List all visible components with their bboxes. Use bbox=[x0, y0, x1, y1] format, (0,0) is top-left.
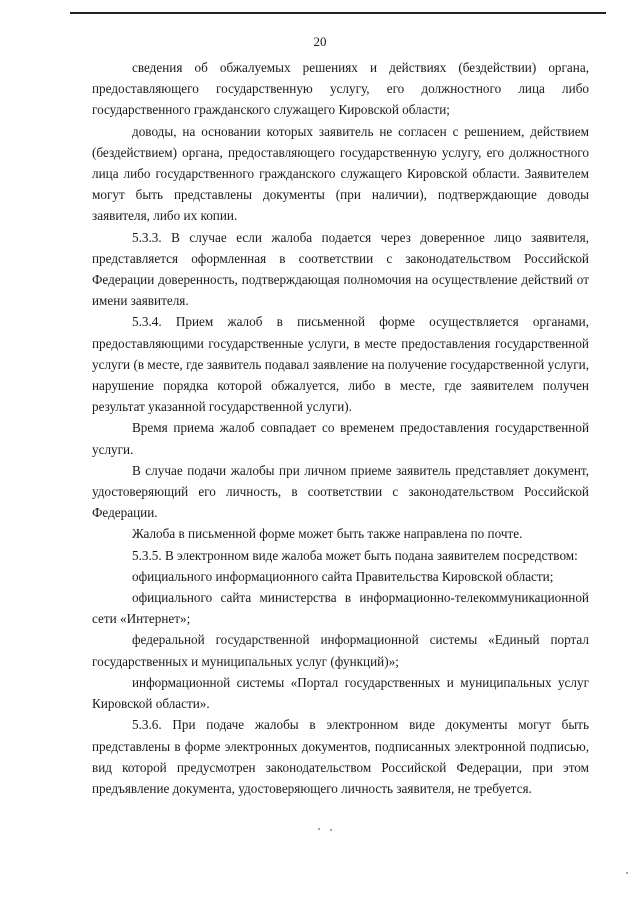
document-body bbox=[92, 57, 589, 799]
paragraph: официального сайта министерства в информационно-телекоммуникационной сети «Интернет»; bbox=[92, 590, 589, 627]
paragraph: 5.3.4. Прием жалоб в письменной форме осуществляется органами, предоставляющими государственные услуги, в месте предоставления государственной услуги (в месте, где заявитель подавал заявление на получение государственной услуги, нарушение порядка которой обжалуется, либо в месте, где заявителем получен результат указанной государственной услуги). bbox=[92, 314, 589, 415]
scan-artifact bbox=[626, 872, 628, 874]
paragraph: 5.3.5. В электронном виде жалоба может быть подана заявителем посредством: bbox=[132, 547, 578, 563]
paragraph: официального информационного сайта Правительства Кировской области; bbox=[132, 568, 554, 584]
paragraph: 5.3.3. В случае если жалоба подается через доверенное лицо заявителя, представляется оформленная в соответствии с законодательством Российской Федерации доверенность, подтверждающая полномочия на осуществление действий от имени заявителя. bbox=[92, 229, 589, 309]
paragraph: Жалоба в письменной форме может быть также направлена по почте. bbox=[132, 526, 523, 542]
paragraph: информационной системы «Портал государственных и муниципальных услуг Кировской области». bbox=[92, 674, 589, 712]
scan-artifact bbox=[330, 829, 332, 831]
paragraph: сведения об обжалуемых решениях и действиях (бездействии) органа, предоставляющего государственную услугу, его должностного лица либо государственного гражданского служащего Кировской области; bbox=[92, 60, 589, 118]
top-rule bbox=[70, 12, 606, 14]
paragraph: доводы, на основании которых заявитель не согласен с решением, действием (бездействием) органа, предоставляющего государственную услугу, его должностного лица либо государственного гражданского служащего Кировской области. Заявителем могут быть представлены документы (при наличии), подтверждающие доводы заявителя, либо их копии. bbox=[92, 123, 589, 224]
paragraph: В случае подачи жалобы при личном приеме заявитель представляет документ, удостоверяющий его личность, в соответствии с законодательством Российской Федерации. bbox=[92, 462, 589, 521]
paragraph: 5.3.6. При подаче жалобы в электронном виде документы могут быть представлены в форме электронных документов, подписанных электронной подписью, вид которой предусмотрен законодательством Российской Федерации, при этом предъявление документа, удостоверяющего личность заявителя, не требуется. bbox=[92, 717, 589, 796]
paragraph: федеральной государственной информационной системы «Единый портал государственных и муниципальных услуг (функций)»; bbox=[92, 632, 589, 669]
scan-artifact bbox=[318, 828, 320, 830]
paragraph: Время приема жалоб совпадает со временем предоставления государственной услуги. bbox=[92, 420, 589, 457]
page-number: 20 bbox=[313, 34, 327, 49]
